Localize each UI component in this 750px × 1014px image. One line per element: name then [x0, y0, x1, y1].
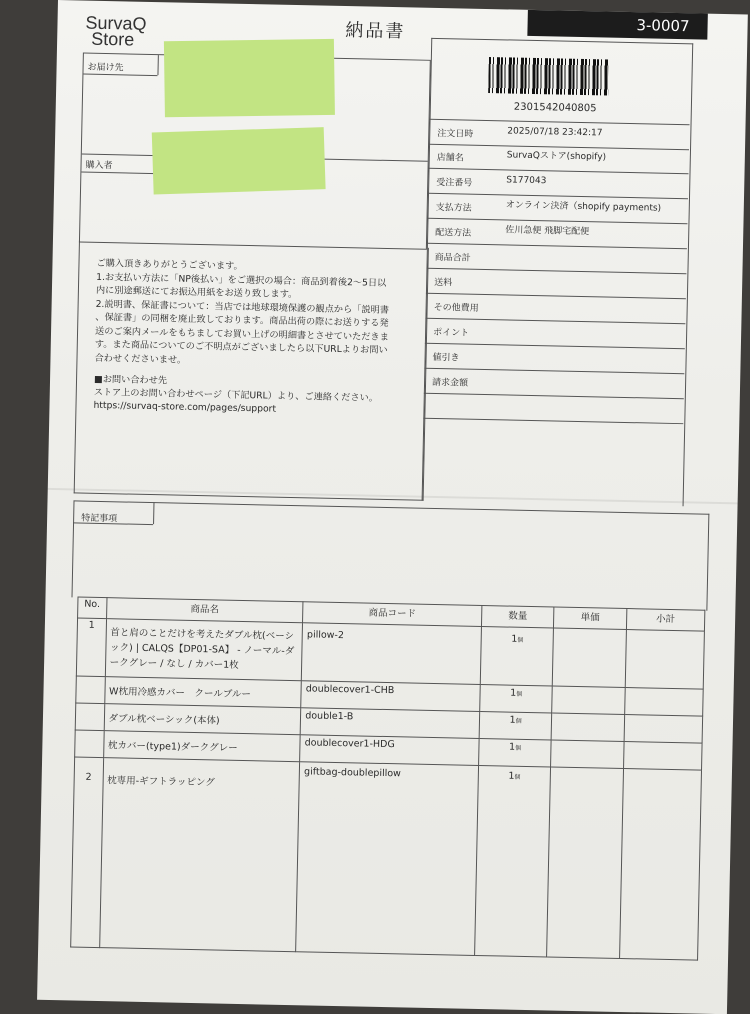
item-code: double1-B	[300, 708, 479, 739]
order-info-row: 送料	[426, 269, 686, 299]
contact-info	[93, 373, 424, 419]
order-info-row: 注文日時 2025/07/18 23:42:17	[429, 119, 689, 150]
header-qty: 数量	[481, 606, 554, 629]
header-subtotal: 小計	[626, 609, 705, 632]
message-line: 2.説明書、保証書について：当店では地球環境保護の観点から「説明書	[95, 298, 390, 316]
message-line: 、保証書」の同梱を廃止致しております。商品出荷の際にお送りする発	[95, 311, 389, 329]
header-no: No.	[78, 597, 107, 619]
logo-line2: Store	[90, 28, 135, 50]
redaction-sticky-note	[152, 127, 326, 194]
item-no: 2	[71, 757, 104, 948]
message-line: 合わせくださいませ。	[94, 352, 187, 366]
delivery-slip	[37, 0, 748, 1014]
header-code: 商品コード	[303, 602, 482, 627]
message-line: 内に別途郵送にてお振込用紙をお送り致します。	[95, 284, 298, 301]
item-code: doublecover1-CHB	[301, 681, 480, 712]
contact-heading: ■お問い合わせ先	[93, 373, 168, 387]
message-line: 1.お支払い方法に「NP後払い」をご選択の場合：商品到着後2〜5日以	[96, 271, 387, 289]
remarks-label: 特記事項	[81, 513, 118, 525]
item-qty: 1	[508, 741, 516, 753]
item-no	[75, 703, 104, 731]
order-info-row: 配送方法 佐川急便 飛脚宅配便	[427, 219, 687, 249]
item-no: 1	[76, 618, 106, 677]
item-code: doublecover1-HDG	[300, 735, 479, 766]
order-info-row: 請求金額	[424, 369, 684, 399]
header-name: 商品名	[106, 598, 303, 623]
customer-message	[94, 257, 426, 372]
item-name: W枕用冷感カバー クールブルー	[104, 677, 301, 708]
store-logo	[85, 12, 147, 50]
order-info-row: ポイント	[425, 319, 685, 349]
document-code-badge: 3-0007	[527, 10, 708, 40]
order-info-row: その他費用	[425, 294, 685, 324]
item-no	[75, 730, 104, 758]
message-line: 送のご案内メールをもちましてお買い上げの明細書とさせていただきま	[94, 325, 389, 343]
contact-text: ストア上のお問い合わせページ（下記URL）より、ご連絡ください。	[93, 386, 379, 404]
item-qty: 1	[511, 633, 518, 645]
remarks-box	[71, 500, 709, 610]
item-qty: 1	[509, 714, 516, 726]
item-name: 枕専用-ギフトラッピング	[99, 758, 300, 952]
header-unit-price: 単価	[554, 607, 627, 630]
document-title: 納品書	[345, 20, 406, 43]
message-line: ご購入頂きありがとうございます。	[96, 257, 243, 272]
message-line: す。また商品についてのご不明点がございましたら以下URLよりお問い	[94, 338, 388, 356]
item-qty: 1	[508, 770, 515, 782]
order-info-row: 商品合計	[426, 244, 686, 274]
qty-unit: 個	[514, 773, 521, 781]
redaction-sticky-note	[164, 39, 335, 117]
item-code: pillow-2	[302, 623, 482, 685]
qty-unit: 個	[515, 717, 522, 725]
qty-unit: 個	[516, 690, 523, 698]
table-row	[71, 757, 702, 960]
order-info-row: 支払方法 オンライン決済（shopify payments)	[427, 194, 687, 224]
contact-url: https://survaq-store.com/pages/support	[93, 399, 277, 415]
barcode-number: 2301542040805	[513, 101, 597, 115]
item-qty: 1	[510, 687, 517, 699]
order-info-row: 値引き	[424, 344, 684, 374]
item-name: ダブル枕ベーシック(本体)	[104, 704, 301, 735]
purchaser-label: 購入者	[85, 160, 113, 172]
order-info-row: 店舗名 SurvaQストア(shopify)	[429, 144, 689, 174]
item-name: 首と肩のことだけを考えたダブル枕(ベーシック) | CALQS【DP01-SA】 - ノーマル-ダークグレー / なし / カバー1枚	[105, 619, 303, 681]
logo-line1: SurvaQ	[85, 12, 147, 34]
ship-to-label: お届け先	[87, 62, 124, 74]
order-info-row: 受注番号 S177043	[428, 169, 688, 199]
item-no	[76, 676, 105, 704]
item-name: 枕カバー(type1)ダークグレー	[103, 731, 300, 762]
qty-unit: 個	[517, 636, 524, 644]
items-table	[70, 597, 705, 961]
qty-unit: 個	[514, 744, 522, 752]
item-code: giftbag-doublepillow	[296, 762, 479, 956]
